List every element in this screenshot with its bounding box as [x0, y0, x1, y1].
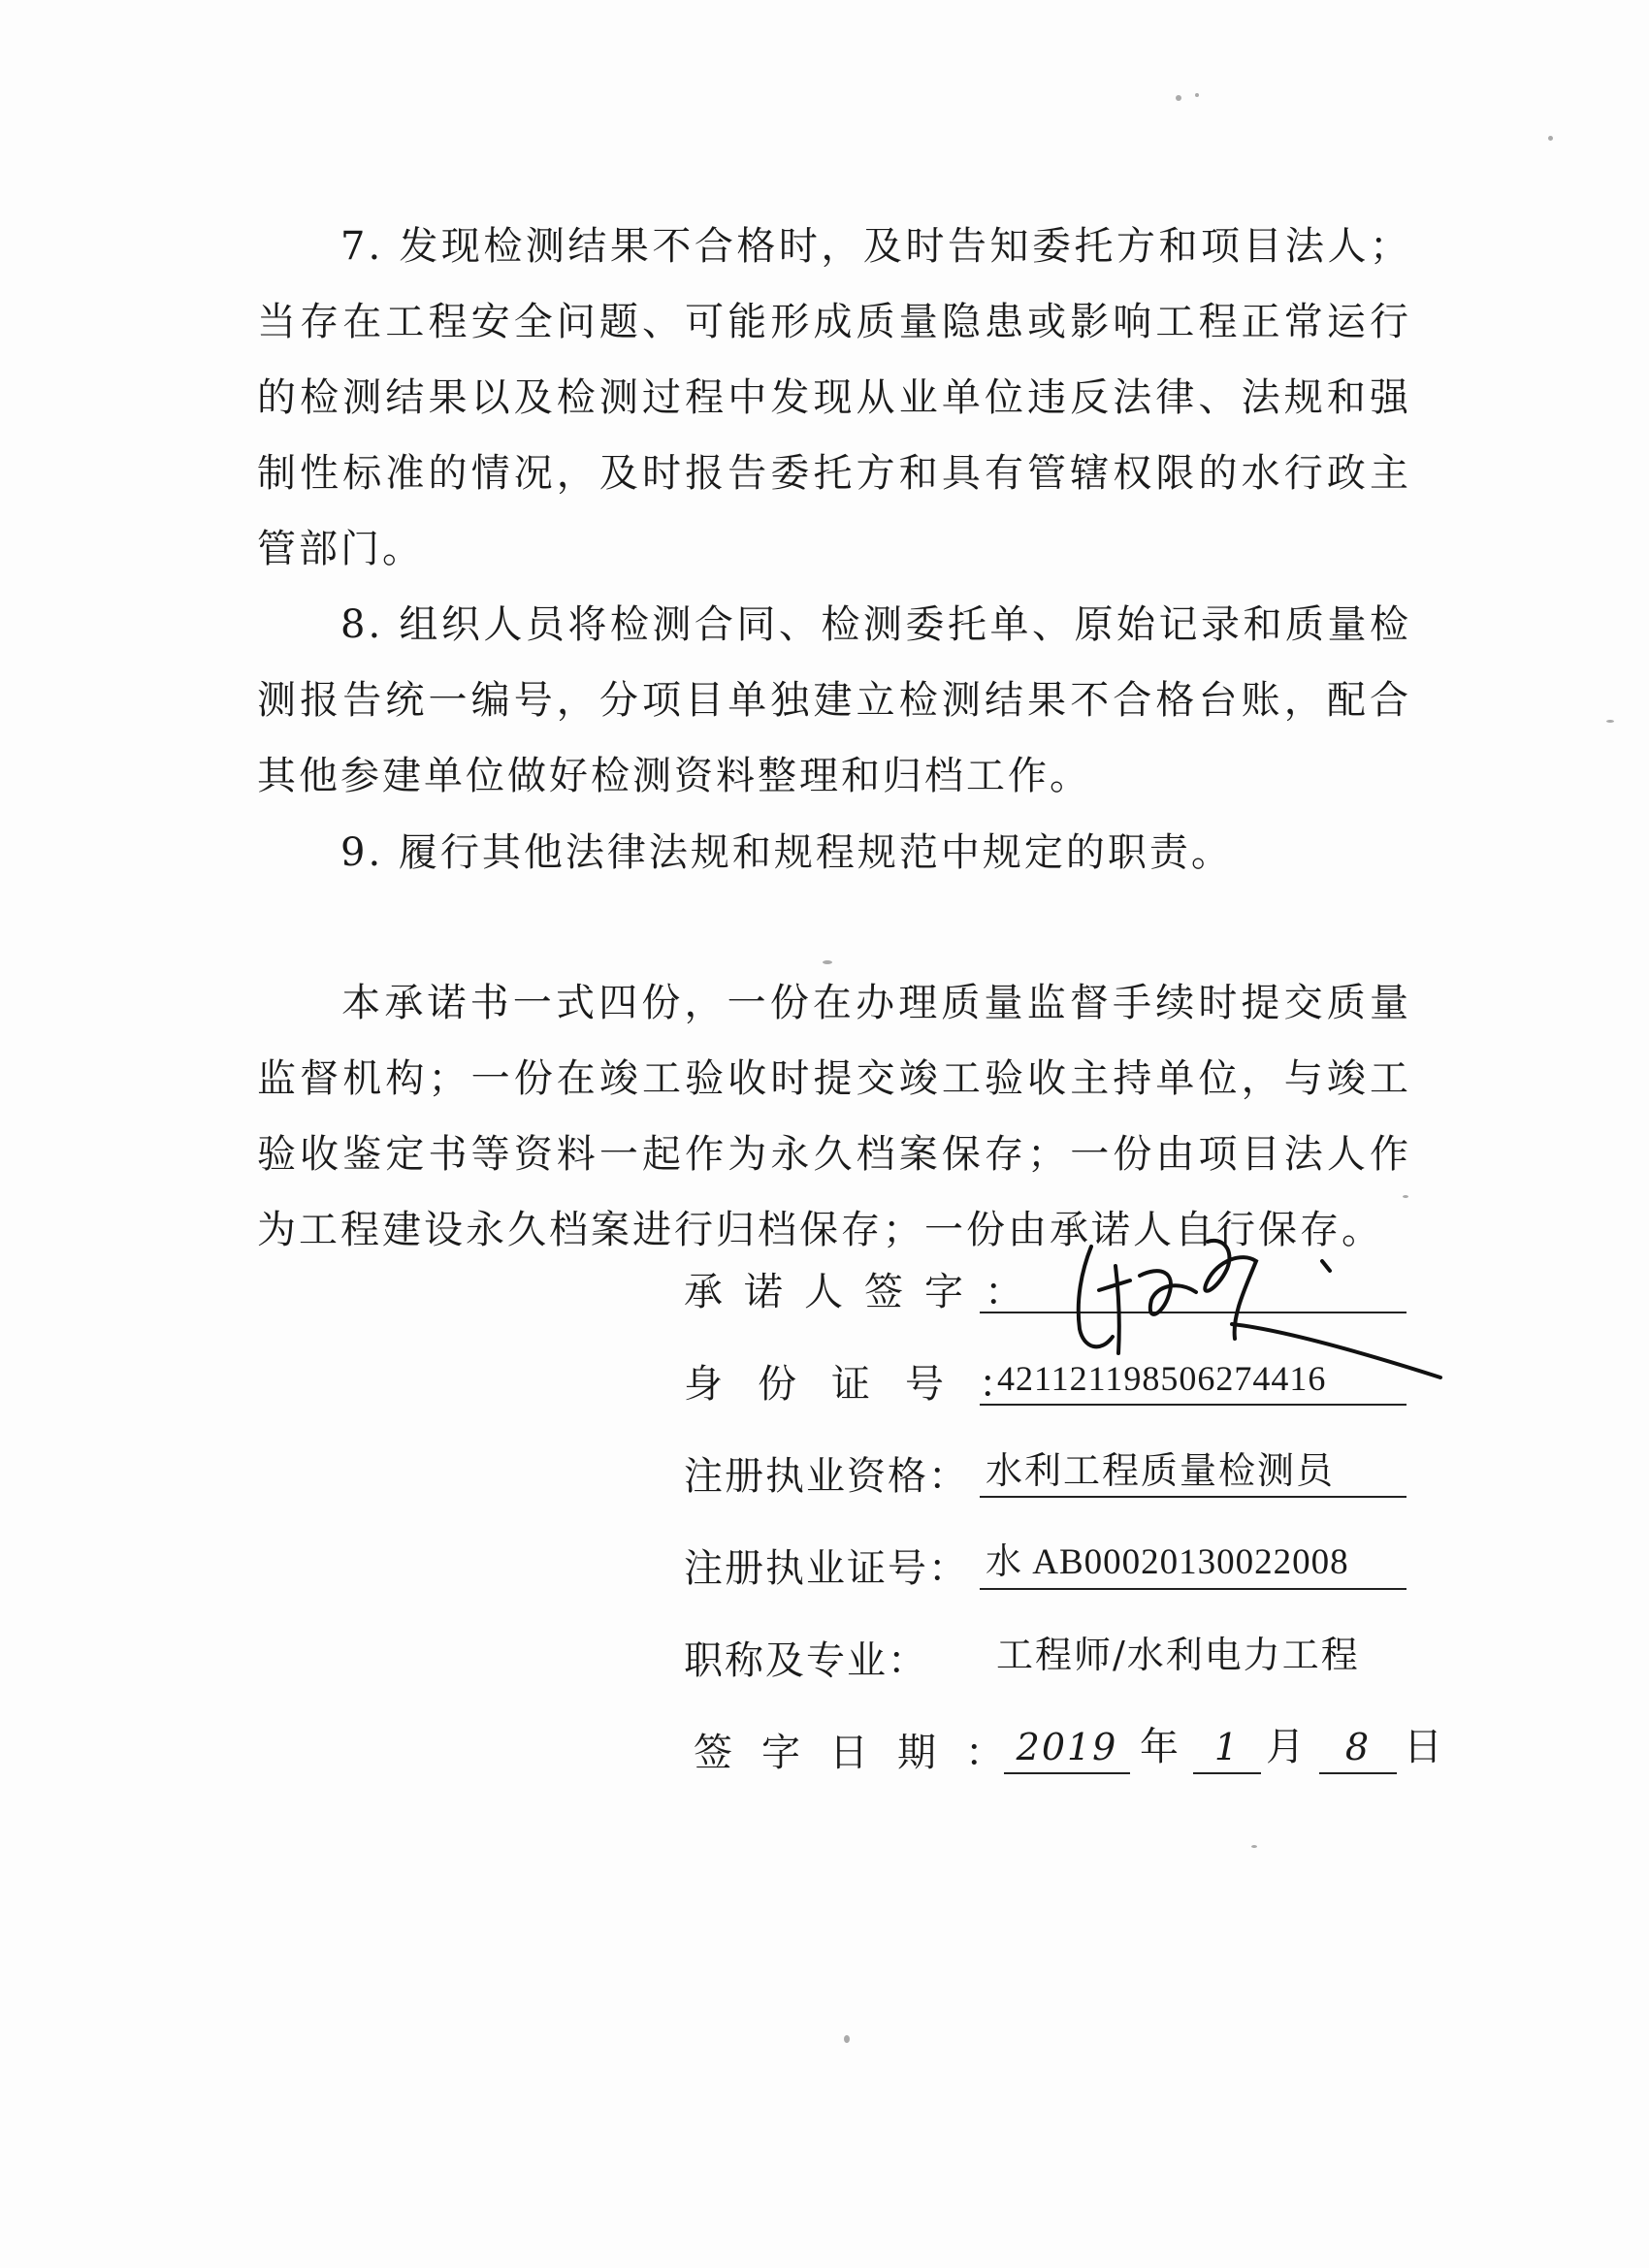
title-value: 工程师/水利电力工程 [996, 1634, 1360, 1676]
clause-9-paragraph [257, 815, 1411, 891]
date-month-unit: 月 [1266, 1725, 1307, 1769]
scan-speck [1548, 136, 1553, 141]
id-label: 身份证号： [684, 1362, 1052, 1407]
copies-statement-text: 本承诺书一式四份，一份在办理质量监督手续时提交质量监督机构；一份在竣工验收时提交竣工验收主持单位，与竣工验收鉴定书等资料一起作为永久档案保存；一份由项目法人作为工程建设永久档案进行归档保存；一份由承诺人自行保存。 [257, 981, 1411, 1252]
scan-speck [1251, 1845, 1257, 1848]
clause-9-text: 9. 履行其他法律法规和规程规范中规定的职责。 [340, 830, 1233, 875]
date-year-value: 2019 [1004, 1722, 1130, 1774]
handwritten-signature [1062, 1232, 1440, 1397]
scan-speck [823, 960, 832, 964]
date-day-value: 8 [1319, 1722, 1397, 1774]
title-row [684, 1630, 1421, 1688]
date-month-value: 1 [1193, 1722, 1261, 1774]
cert-row [684, 1538, 1421, 1596]
clause-8-text: 8. 组织人员将检测合同、检测委托单、原始记录和质量检测报告统一编号，分项目单独建立检测结果不合格台账，配合其他参建单位做好检测资料整理和归档工作。 [257, 602, 1411, 798]
date-label: 签字日期： [694, 1731, 1033, 1775]
scan-speck [1606, 720, 1614, 723]
date-day-unit: 日 [1404, 1725, 1444, 1769]
id-value: 421121198506274416 [980, 1353, 1406, 1406]
title-label: 职称及专业： [684, 1638, 928, 1683]
clause-7-text: 7. 发现检测结果不合格时，及时告知委托方和项目法人；当存在工程安全问题、可能形成质量隐患或影响工程正常运行的检测结果以及检测过程中发现从业单位违反法律、法规和强制性标准的情况，及时报告委托方和具有管辖权限的水行政主管部门。 [257, 224, 1411, 571]
clause-7-paragraph [257, 209, 1411, 587]
date-year-unit: 年 [1140, 1725, 1180, 1769]
scan-speck [844, 2035, 850, 2043]
qualification-row [684, 1445, 1421, 1504]
cert-label: 注册执业证号： [684, 1546, 969, 1591]
clause-8-paragraph [257, 587, 1411, 814]
cert-value: 水 AB00020130022008 [980, 1538, 1406, 1590]
scan-speck [1195, 93, 1199, 97]
qualification-label: 注册执业资格： [684, 1454, 969, 1499]
copies-statement-paragraph [257, 965, 1411, 1268]
qualification-value: 水利工程质量检测员 [980, 1445, 1406, 1498]
scan-speck [1176, 95, 1181, 101]
signer-label: 承诺人签字： [684, 1270, 1045, 1314]
date-row [684, 1722, 1444, 1780]
scan-speck [1403, 1195, 1408, 1198]
